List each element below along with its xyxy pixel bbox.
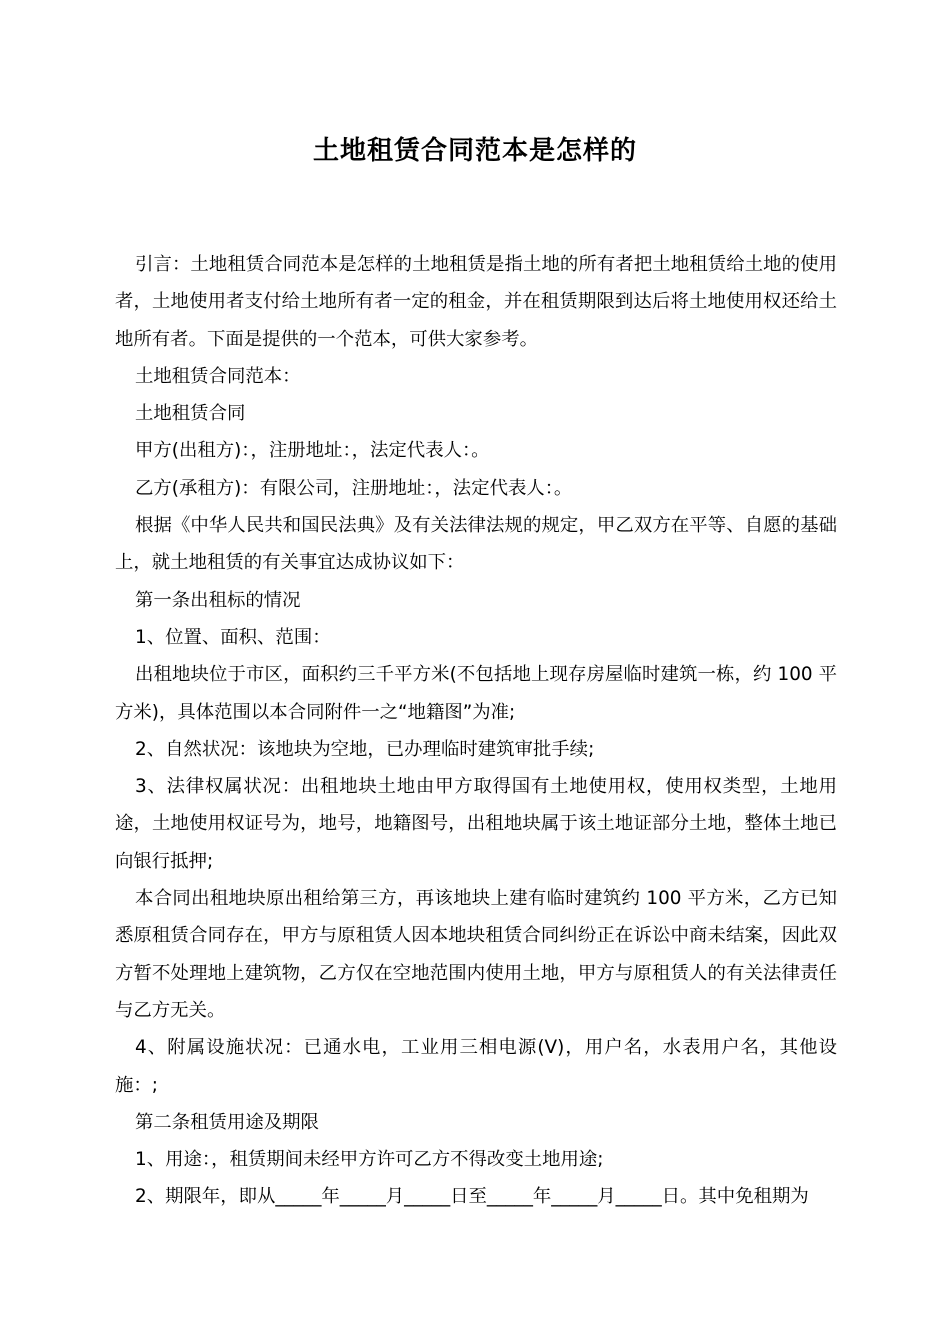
paragraph-article-two-heading: 第二条租赁用途及期限 (135, 1111, 319, 1133)
document-title: 土地租赁合同范本是怎样的 (312, 136, 637, 166)
paragraph-legal-ownership: 3、法律权属状况：出租地块土地由甲方取得国有土地使用权，使用权类型，土地用途，土地使用权证号为，地号，地籍图号，出租地块属于该土地证部分土地，整体土地已向银行抵押; (115, 776, 837, 872)
paragraph-land-description: 出租地块位于市区，面积约三千平方米(不包括地上现存房屋临时建筑一栋，约 100 平方米)，具体范围以本合同附件一之“地籍图”为准; (115, 664, 837, 723)
paragraph-natural-condition: 2、自然状况：该地块为空地，已办理临时建筑审批手续; (135, 738, 595, 760)
paragraph-contract-title: 土地租赁合同 (135, 403, 246, 425)
paragraph-previous-lease: 本合同出租地块原出租给第三方，再该地块上建有临时建筑约 100 平方米，乙方已知悉原租赁合同存在，甲方与原租赁人因本地块租赁合同纠纷正在诉讼中商未结案，因此双方暂不处理地上建筑物，乙方仅在空地范围内使用土地，甲方与原租赁人的有关法律责任与乙方无关。 (115, 888, 837, 1021)
paragraph-location-area-scope: 1、位置、面积、范围： (135, 626, 331, 648)
paragraph-usage: 1、用途：，租赁期间未经甲方许可乙方不得改变土地用途; (135, 1149, 604, 1171)
paragraph-sample-heading: 土地租赁合同范本： (135, 365, 301, 387)
paragraph-legal-basis: 根据《中华人民共和国民法典》及有关法律法规的规定，甲乙双方在平等、自愿的基础上，就土地租赁的有关事宜达成协议如下： (115, 515, 837, 574)
paragraph-term: 2、期限年，即从_____年_____月_____日至_____年_____月_____日。其中免租期为 (135, 1186, 809, 1208)
paragraph-introduction: 引言：土地租赁合同范本是怎样的土地租赁是指土地的所有者把土地租赁给土地的使用者，土地使用者支付给土地所有者一定的租金，并在租赁期限到达后将土地使用权还给土地所有者。下面是提供的一个范本，可供大家参考。 (115, 254, 837, 350)
paragraph-party-b: 乙方(承租方)：有限公司，注册地址：，法定代表人：。 (135, 477, 573, 499)
paragraph-party-a: 甲方(出租方)：，注册地址：，法定代表人：。 (135, 440, 490, 462)
document-body (115, 246, 837, 1216)
paragraph-article-one-heading: 第一条出租标的情况 (135, 589, 301, 611)
paragraph-ancillary-facilities: 4、附属设施状况：已通水电，工业用三相电源(V)，用户名，水表用户名，其他设施：; (115, 1037, 837, 1096)
